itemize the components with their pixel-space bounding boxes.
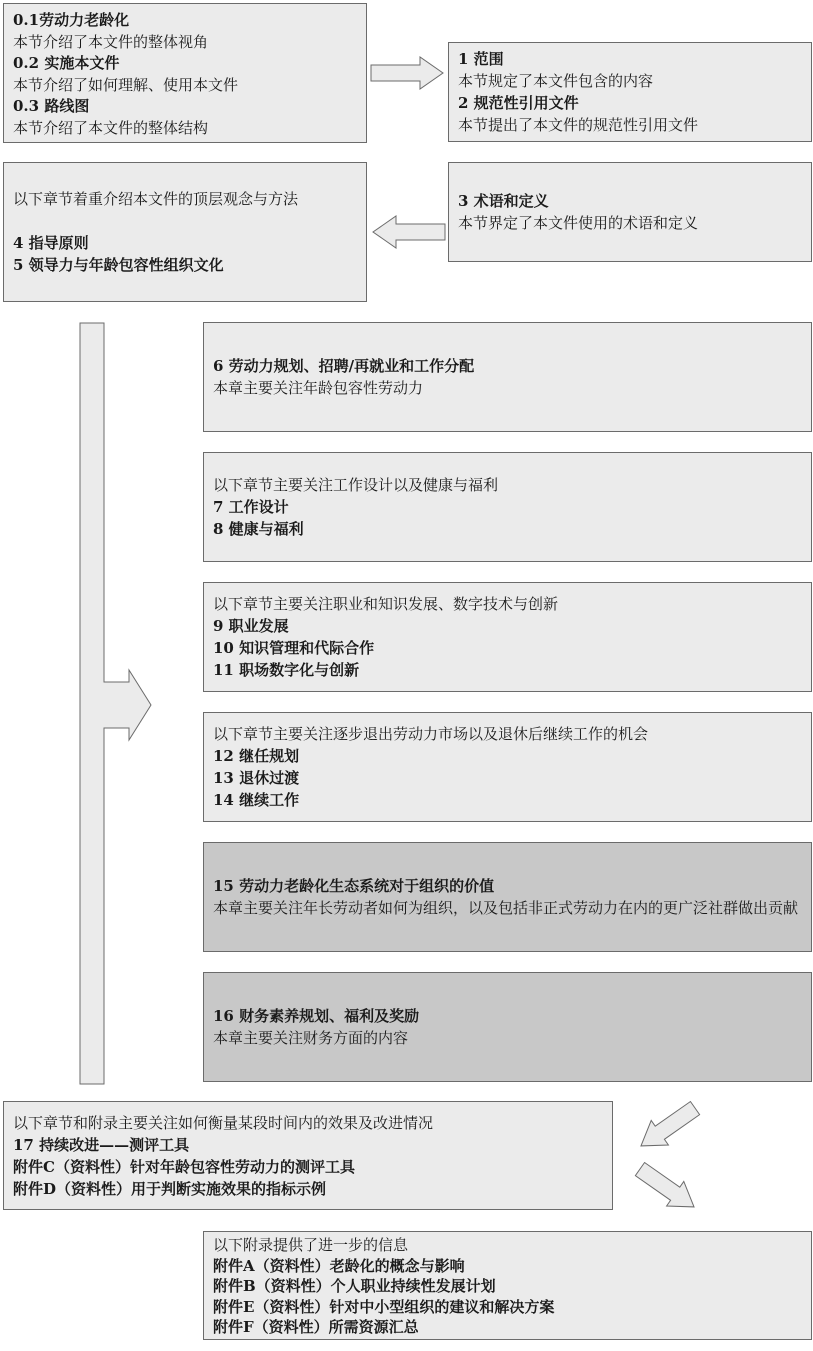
principles-item: 4 指导原则 xyxy=(13,234,89,252)
chapter-7-8-box xyxy=(203,452,812,562)
chapter-12-title: 12 继任规划 xyxy=(213,747,300,765)
chapter-6-desc: 本章主要关注年龄包容性劳动力 xyxy=(213,379,424,397)
bracket-arrow-icon xyxy=(79,322,154,1087)
annex-e-title: 附件E（资料性）针对中小型组织的建议和解决方案 xyxy=(213,1297,555,1316)
terms-desc: 本节界定了本文件使用的术语和定义 xyxy=(458,214,699,232)
chapter-15-desc: 本章主要关注年长劳动者如何为组织，以及包括非正式劳动力在内的更广泛社群做出贡献 xyxy=(213,899,799,917)
chapter-13-title: 13 退休过渡 xyxy=(213,769,300,787)
chapter-16-title: 16 财务素养规划、福利及奖励 xyxy=(213,1007,420,1025)
right-arrow-icon xyxy=(370,56,445,90)
principles-item: 5 领导力与年龄包容性组织文化 xyxy=(13,256,224,274)
chapter-12-14-intro: 以下章节主要关注逐步退出劳动力市场以及退休后继续工作的机会 xyxy=(213,725,649,743)
down-left-arrow-icon xyxy=(630,1100,705,1155)
chapter-8-title: 8 健康与福利 xyxy=(213,520,304,538)
normative-references-desc: 本节提出了本文件的规范性引用文件 xyxy=(458,116,699,134)
intro-desc-0-3: 本节介绍了本文件的整体结构 xyxy=(13,118,209,137)
annex-f-title: 附件F（资料性）所需资源汇总 xyxy=(213,1318,419,1336)
chapter-9-11-intro: 以下章节主要关注职业和知识发展、数字技术与创新 xyxy=(213,595,559,613)
intro-desc-0-2: 本节介绍了如何理解、使用本文件 xyxy=(13,75,239,94)
terms-heading: 3 术语和定义 xyxy=(458,192,549,210)
intro-box xyxy=(3,3,367,143)
normative-references-heading: 2 规范性引用文件 xyxy=(458,94,579,112)
annex-b-title: 附件B（资料性）个人职业持续性发展计划 xyxy=(213,1277,496,1295)
annex-a-title: 附件A（资料性）老龄化的概念与影响 xyxy=(213,1256,465,1275)
annex-box xyxy=(203,1231,812,1340)
chapter-16-box xyxy=(203,972,812,1082)
chapter-17-box xyxy=(3,1101,613,1210)
annex-intro: 以下附录提供了进一步的信息 xyxy=(213,1236,409,1254)
principles-box xyxy=(3,162,367,302)
intro-heading-0-3: 0.3 路线图 xyxy=(13,97,90,115)
scope-heading: 1 范围 xyxy=(458,50,504,68)
chapter-15-box xyxy=(203,842,812,952)
chapter-7-8-intro: 以下章节主要关注工作设计以及健康与福利 xyxy=(213,476,499,494)
chapter-10-title: 10 知识管理和代际合作 xyxy=(213,639,375,657)
chapter-16-desc: 本章主要关注财务方面的内容 xyxy=(213,1029,409,1047)
chapter-7-title: 7 工作设计 xyxy=(213,498,289,516)
chapter-17-intro: 以下章节和附录主要关注如何衡量某段时间内的效果及改进情况 xyxy=(13,1113,434,1132)
chapter-9-title: 9 职业发展 xyxy=(213,617,289,635)
chapter-15-title: 15 劳动力老龄化生态系统对于组织的价值 xyxy=(213,877,495,895)
intro-heading-0-2: 0.2 实施本文件 xyxy=(13,54,120,72)
chapter-11-title: 11 职场数字化与创新 xyxy=(213,661,360,679)
spacer xyxy=(13,210,357,232)
chapter-12-14-box xyxy=(203,712,812,822)
chapter-9-11-box xyxy=(203,582,812,692)
principles-intro: 以下章节着重介绍本文件的顶层观念与方法 xyxy=(13,190,299,208)
chapter-6-box xyxy=(203,322,812,432)
left-arrow-icon xyxy=(371,215,446,249)
chapter-6-title: 6 劳动力规划、招聘/再就业和工作分配 xyxy=(213,357,475,375)
terms-box xyxy=(448,162,812,262)
intro-desc-0-1: 本节介绍了本文件的整体视角 xyxy=(13,32,209,51)
annex-d-title: 附件D（资料性）用于判断实施效果的指标示例 xyxy=(13,1179,327,1198)
scope-box xyxy=(448,42,812,142)
chapter-17-title: 17 持续改进——测评工具 xyxy=(13,1135,190,1154)
annex-c-title: 附件C（资料性）针对年龄包容性劳动力的测评工具 xyxy=(13,1157,355,1176)
intro-heading-0-1: 0.1劳动力老龄化 xyxy=(13,11,130,29)
chapter-14-title: 14 继续工作 xyxy=(213,791,300,809)
scope-desc: 本节规定了本文件包含的内容 xyxy=(458,72,654,90)
down-right-arrow-icon xyxy=(630,1160,705,1215)
